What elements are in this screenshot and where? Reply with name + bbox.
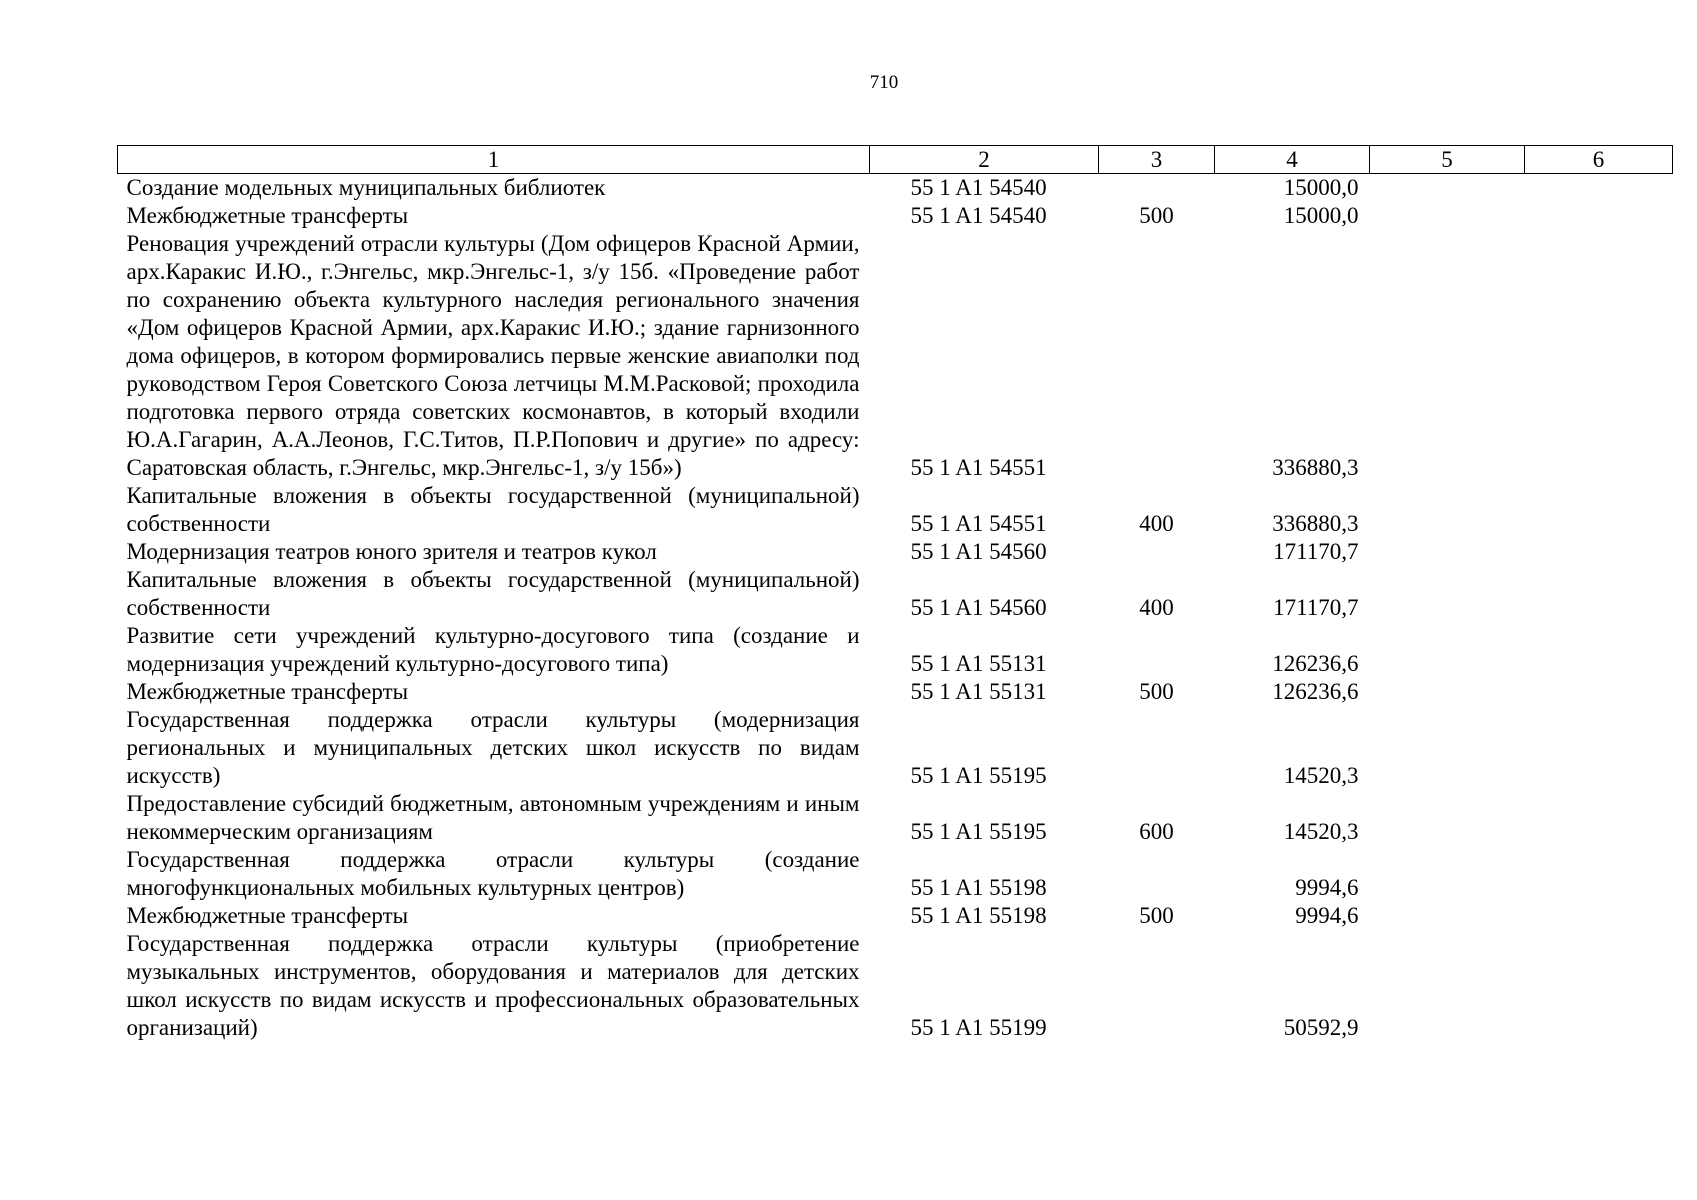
expense-type (1099, 846, 1215, 902)
column-5-value (1370, 902, 1525, 930)
expense-type: 600 (1139, 819, 1174, 844)
table-row (118, 482, 1673, 538)
item-name: Модернизация театров юного зрителя и театров кукол (126, 539, 657, 564)
target-code: 55 1 A1 55198 (910, 875, 1047, 900)
item-name: Развитие сети учреждений культурно-досугового типа (создание и модернизация учреждений культурно-досугового типа) (126, 623, 860, 676)
item-name: Капитальные вложения в объекты государственной (муниципальной) собственности (126, 567, 860, 620)
expense-type (1099, 538, 1215, 566)
amount: 336880,3 (1272, 455, 1359, 480)
column-6-value (1525, 706, 1673, 790)
column-6-value (1525, 538, 1673, 566)
item-name: Реновация учреждений отрасли культуры (Дом офицеров Красной Армии, арх.Каракис И.Ю., г.Энгельс, мкр.Энгельс-1, з/у 15б. «Проведение работ по сохранению объекта культурного наследия регионального значения «Дом офицеров Красной Армии, арх.Каракис И.Ю.; здание гарнизонного дома офицеров, в котором формировались первые женские авиаполки под руководством Героя Советского Союза летчицы М.М.Расковой; проходила подготовка первого отряда советских космонавтов, в который входили Ю.А.Гагарин, А.А.Леонов, Г.С.Титов, П.Р.Попович и другие» по адресу: Саратовская область, г.Энгельс, мкр.Энгельс-1, з/у 15б») (126, 231, 860, 480)
column-6-value (1525, 902, 1673, 930)
item-name: Создание модельных муниципальных библиотек (126, 175, 606, 200)
expense-type (1099, 622, 1215, 678)
column-header-4: 4 (1215, 146, 1370, 174)
target-code: 55 1 A1 55131 (910, 651, 1047, 676)
amount: 126236,6 (1272, 679, 1359, 704)
expense-type (1099, 706, 1215, 790)
column-5-value (1370, 482, 1525, 538)
target-code: 55 1 A1 54560 (910, 595, 1047, 620)
column-6-value (1525, 790, 1673, 846)
expense-type (1099, 930, 1215, 1042)
column-5-value (1370, 706, 1525, 790)
target-code: 55 1 A1 54560 (910, 539, 1047, 564)
column-5-value (1370, 790, 1525, 846)
expense-type: 400 (1139, 595, 1174, 620)
column-5-value (1370, 230, 1525, 482)
column-6-value (1525, 482, 1673, 538)
amount: 50592,9 (1283, 1015, 1359, 1040)
amount: 126236,6 (1272, 651, 1359, 676)
column-5-value (1370, 538, 1525, 566)
column-6-value (1525, 566, 1673, 622)
amount: 336880,3 (1272, 511, 1359, 536)
column-header-6: 6 (1525, 146, 1673, 174)
column-6-value (1525, 174, 1673, 203)
item-name: Предоставление субсидий бюджетным, автономным учреждениям и иным некоммерческим организациям (126, 791, 860, 844)
table-row (118, 538, 1673, 566)
expense-type (1099, 230, 1215, 482)
column-5-value (1370, 622, 1525, 678)
target-code: 55 1 A1 54540 (910, 203, 1047, 228)
table-row (118, 202, 1673, 230)
table-header (118, 146, 1673, 174)
column-5-value (1370, 566, 1525, 622)
column-6-value (1525, 622, 1673, 678)
table-row (118, 930, 1673, 1042)
amount: 9994,6 (1295, 875, 1359, 900)
column-5-value (1370, 678, 1525, 706)
amount: 171170,7 (1273, 539, 1359, 564)
item-name: Капитальные вложения в объекты государственной (муниципальной) собственности (126, 483, 860, 536)
expense-type: 500 (1139, 679, 1174, 704)
table-row (118, 622, 1673, 678)
table-row (118, 790, 1673, 846)
table-body (118, 174, 1673, 1043)
page-number: 710 (869, 72, 899, 93)
amount: 14520,3 (1283, 819, 1359, 844)
item-name: Государственная поддержка отрасли культуры (приобретение музыкальных инструментов, оборудования и материалов для детских школ искусств по видам искусств и профессиональных образовательных организаций) (126, 931, 860, 1040)
amount: 171170,7 (1273, 595, 1359, 620)
target-code: 55 1 A1 55198 (910, 903, 1047, 928)
column-header-3: 3 (1099, 146, 1215, 174)
amount: 15000,0 (1283, 175, 1359, 200)
column-header-1: 1 (118, 146, 870, 174)
column-5-value (1370, 174, 1525, 203)
column-6-value (1525, 846, 1673, 902)
budget-table (117, 145, 1673, 1042)
amount: 14520,3 (1283, 763, 1359, 788)
target-code: 55 1 A1 55199 (910, 1015, 1047, 1040)
table-row (118, 230, 1673, 482)
column-5-value (1370, 202, 1525, 230)
column-6-value (1525, 930, 1673, 1042)
target-code: 55 1 A1 54551 (910, 455, 1047, 480)
header-row (118, 146, 1673, 174)
column-6-value (1525, 678, 1673, 706)
amount: 15000,0 (1283, 203, 1359, 228)
column-5-value (1370, 846, 1525, 902)
expense-type: 400 (1139, 511, 1174, 536)
expense-type: 500 (1139, 203, 1174, 228)
target-code: 55 1 A1 55195 (910, 763, 1047, 788)
column-6-value (1525, 202, 1673, 230)
column-6-value (1525, 230, 1673, 482)
table-row (118, 902, 1673, 930)
column-5-value (1370, 930, 1525, 1042)
expense-type: 500 (1139, 903, 1174, 928)
item-name: Межбюджетные трансферты (126, 203, 409, 228)
amount: 9994,6 (1295, 903, 1359, 928)
table-row (118, 174, 1673, 203)
target-code: 55 1 A1 55131 (910, 679, 1047, 704)
table-row (118, 678, 1673, 706)
column-header-2: 2 (870, 146, 1099, 174)
item-name: Государственная поддержка отрасли культуры (создание многофункциональных мобильных культурных центров) (126, 847, 860, 900)
target-code: 55 1 A1 55195 (910, 819, 1047, 844)
item-name: Государственная поддержка отрасли культуры (модернизация региональных и муниципальных детских школ искусств по видам искусств) (126, 707, 860, 788)
column-header-5: 5 (1370, 146, 1525, 174)
table-row (118, 566, 1673, 622)
table-row (118, 706, 1673, 790)
expense-type (1099, 174, 1215, 203)
target-code: 55 1 A1 54540 (910, 175, 1047, 200)
item-name: Межбюджетные трансферты (126, 679, 409, 704)
target-code: 55 1 A1 54551 (910, 511, 1047, 536)
item-name: Межбюджетные трансферты (126, 903, 409, 928)
table-row (118, 846, 1673, 902)
